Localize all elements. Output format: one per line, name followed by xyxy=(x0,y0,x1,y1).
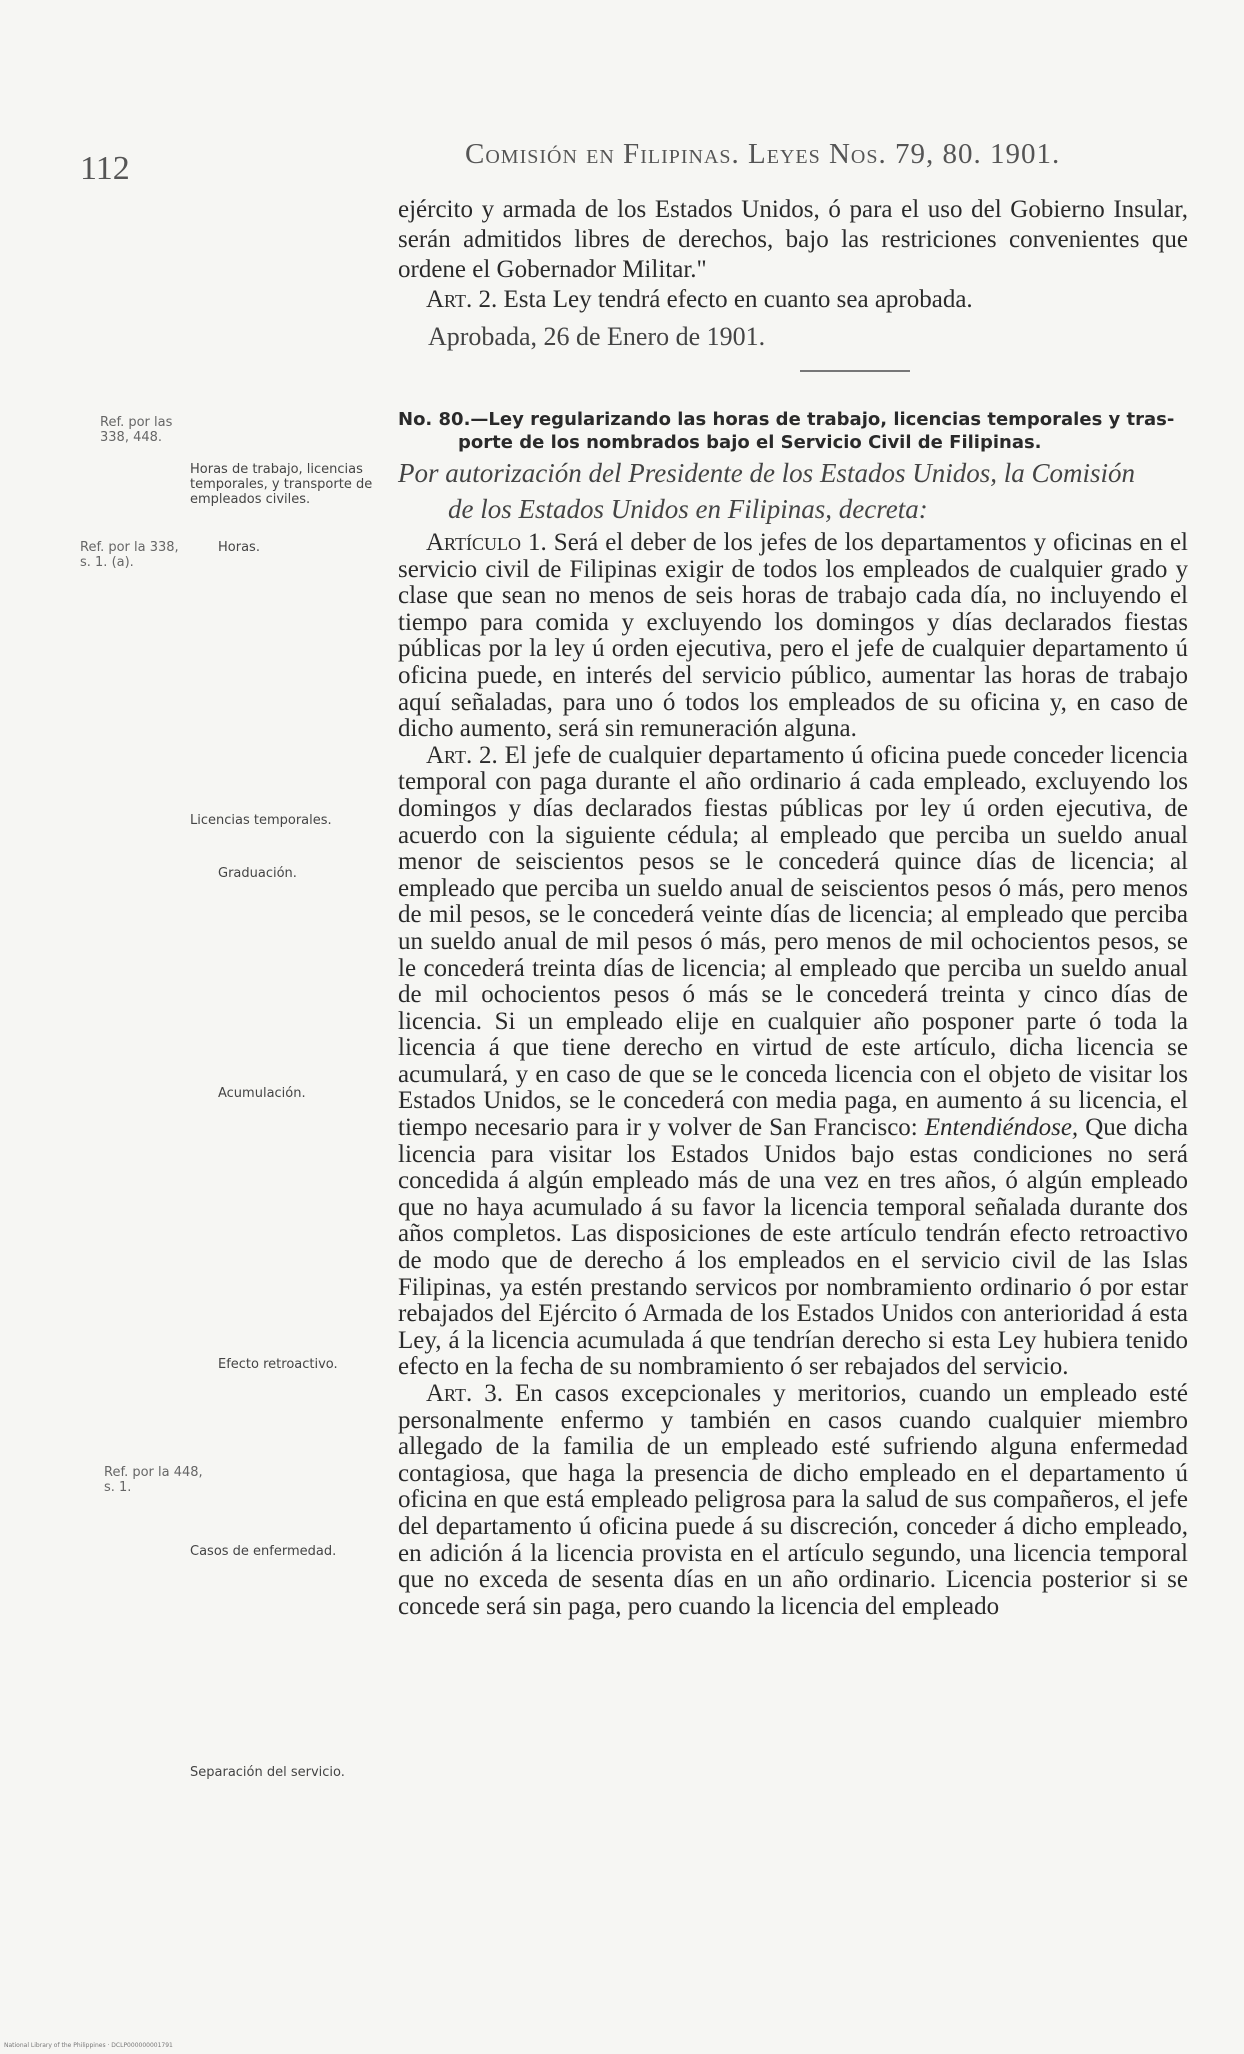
margin-note-separacion: Separación del servicio. xyxy=(190,1765,345,1780)
section-divider xyxy=(800,370,910,372)
continuation-text xyxy=(398,195,1188,315)
margin-note-horas: Horas. xyxy=(218,540,260,555)
running-head: Comisión en Filipinas. Leyes Nos. 79, 80. 1901. xyxy=(465,138,1061,170)
page-number: 112 xyxy=(80,150,130,187)
article-label: Art. 2. xyxy=(426,286,498,313)
article-2 xyxy=(398,743,1188,1381)
article-2-italic: Entendiéndose, xyxy=(924,1114,1079,1142)
article-2-label: Art. 2. xyxy=(426,741,498,769)
article-2-prior xyxy=(398,285,1188,315)
article-1-label: Artículo 1. xyxy=(426,529,547,556)
margin-note-casos: Casos de enfermedad. xyxy=(190,1544,337,1559)
margin-ref-1: Ref. por las 338, 448. xyxy=(100,415,173,445)
margin-ref-2: Ref. por la 338, s. 1. (a). xyxy=(80,540,179,570)
article-3-label: Art. 3. xyxy=(426,1380,503,1407)
law-body xyxy=(398,530,1188,1620)
continuation-paragraph: ejército y armada de los Estados Unidos, ó para el uso del Gobierno Insular, serán admitidos libres de derechos, bajo las restriciones convenientes que ordene el Gobernador Militar." xyxy=(398,196,1188,283)
law-heading xyxy=(398,408,1188,454)
article-1 xyxy=(398,530,1188,743)
margin-note-graduacion: Graduación. xyxy=(218,866,297,881)
article-text: Esta Ley tendrá efecto en cuanto sea aprobada. xyxy=(497,286,973,313)
law-heading-line-1: No. 80.—Ley regularizando las horas de trabajo, licencias temporales y tras- xyxy=(398,409,1175,430)
decree-line-1: Por autorización del Presidente de los Estados Unidos, la Comisión xyxy=(398,458,1135,488)
scan-footer: National Library of the Philippines · DCLP000000001791 xyxy=(4,2042,173,2049)
law-heading-line-2: porte de los nombrados bajo el Servicio Civil de Filipinas. xyxy=(458,432,1042,453)
margin-note-acumulacion: Acumulación. xyxy=(218,1086,306,1101)
approval-date: Aprobada, 26 de Enero de 1901. xyxy=(428,322,766,351)
article-2-text-a: El jefe de cualquier departamento ú oficina puede conceder licencia temporal con paga durante el año ordinario á cada empleado, excluyendo los domingos y días declarados fiestas públicas por ley ú orden ejecutiva, de acuerdo con la siguiente cédula; al empleado que perciba un sueldo anual menor de seiscientos pesos se le concederá quince días de licencia; al empleado que perciba un sueldo anual de seiscientos pesos ó más, pero menos de mil pesos, se le concederá veinte días de licencia; al empleado que perciba un sueldo anual de mil pesos ó más, pero menos de mil ochocientos pesos, se le concederá treinta días de licencia; al empleado que perciba un sueldo anual de mil ochocientos pesos ó más se le concederá treinta y cinco días de licencia. Si un empleado elije en cualquier año posponer parte ó toda la licencia á que tiene derecho en virtud de este artículo, dicha licencia se acumulará, y en caso de que se le conceda licencia con el objeto de visitar los Estados Unidos, se le concederá con media paga, en aumento á su licencia, el tiempo necesario para ir y volver de San Francisco: xyxy=(398,741,1188,1142)
margin-note-licencias: Licencias temporales. xyxy=(190,813,332,828)
margin-ref-3: Ref. por la 448, s. 1. xyxy=(104,1465,203,1495)
margin-note-efecto: Efecto retroactivo. xyxy=(218,1357,338,1372)
decree-line-2: de los Estados Unidos en Filipinas, decreta: xyxy=(448,494,928,524)
article-3 xyxy=(398,1381,1188,1620)
decree-formula xyxy=(398,455,1188,527)
article-3-text: En casos excepcionales y meritorios, cuando un empleado esté personalmente enfermo y también en casos cuando cualquier miembro allegado de la familia de un empleado esté sufriendo alguna enfermedad contagiosa, que haga la presencia de dicho empleado en el departamento ú oficina en que está empleado peligrosa para la salud de sus compañeros, el jefe del departamento ú oficina puede á su discreción, conceder á dicho empleado, en adición á la licencia provista en el artículo segundo, una licencia temporal que no exceda de sesenta días en un año ordinario. Licencia posterior si se concede será sin paga, pero cuando la licencia del empleado xyxy=(398,1380,1188,1620)
article-1-text: Será el deber de los jefes de los departamentos y oficinas en el servicio civil de Filipinas exigir de todos los empleados de cualquier grado y clase que sean no menos de seis horas de trabajo cada día, no incluyendo el tiempo para comida y excluyendo los domingos y días declarados fiestas públicas por la ley ú orden ejecutiva, pero el jefe de cualquier departamento ú oficina puede, en interés del servicio público, aumentar las horas de trabajo aquí señaladas, para uno ó todos los empleados de su oficina y, en caso de dicho aumento, será sin remuneración alguna. xyxy=(398,529,1188,743)
margin-note-horas-trabajo: Horas de trabajo, licencias temporales, y transporte de empleados civiles. xyxy=(190,462,373,507)
article-2-text-b: Que dicha licencia para visitar los Estados Unidos bajo estas condiciones no será concedida á algún empleado más de una vez en tres años, ó algún empleado que no haya acumulado á su favor la licencia temporal señalada durante dos años completos. Las disposiciones de este artículo tendrán efecto retroactivo de modo que de derecho á los empleados en el servicio civil de las Islas Filipinas, ya estén prestando servicos por nombramiento ordinario ó por estar rebajados del Ejército ó Armada de los Estados Unidos con anterioridad á esta Ley, á la licencia acumulada á que tendrían derecho si esta Ley hubiera tenido efecto en la fecha de su nombramiento ó ser rebajados del servicio. xyxy=(398,1114,1188,1381)
